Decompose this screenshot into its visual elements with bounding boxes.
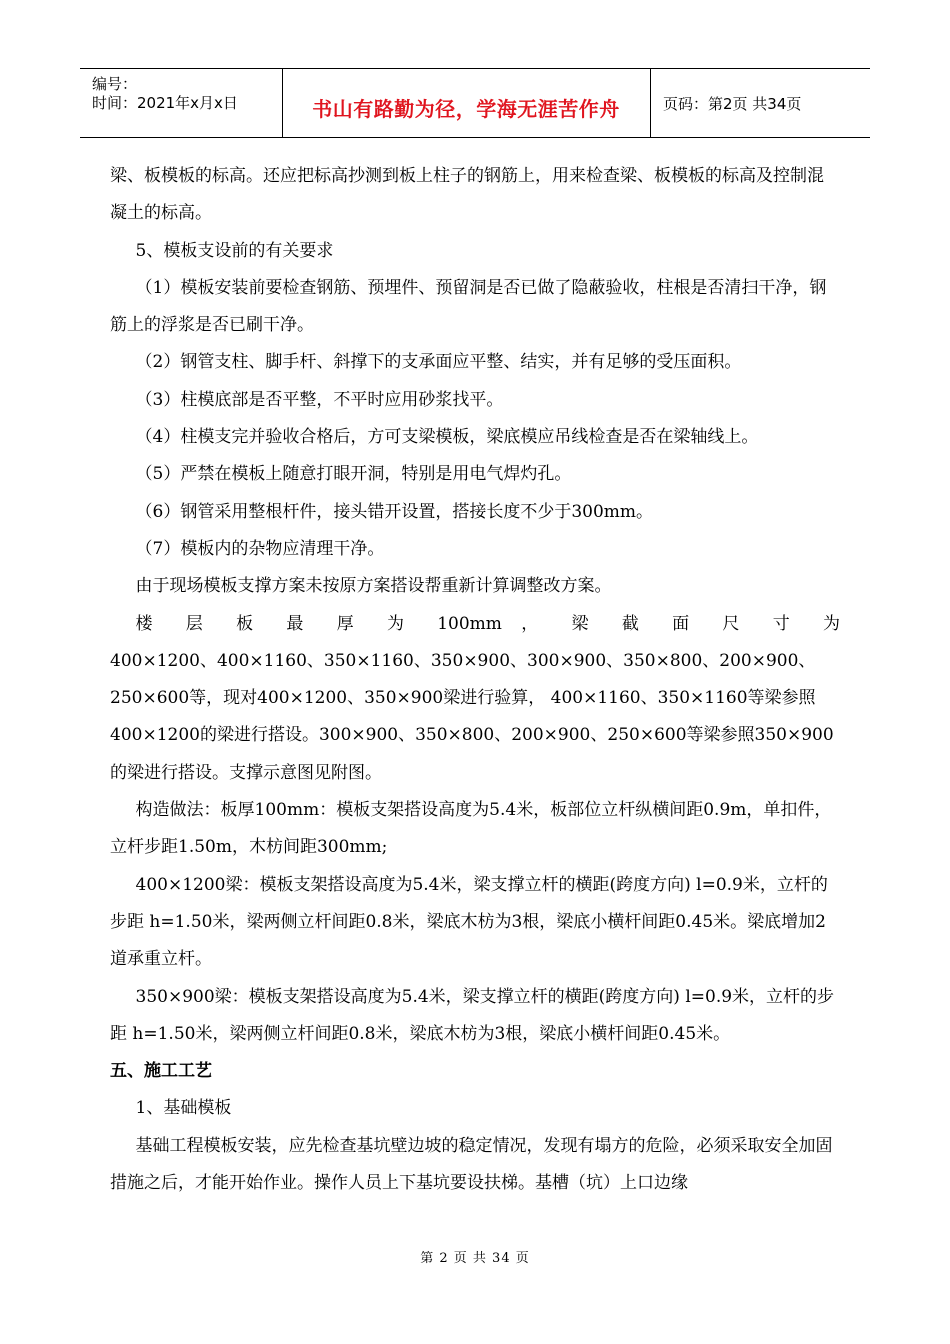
paragraph: 梁、板模板的标高。还应把标高抄测到板上柱子的钢筋上，用来检查梁、板模板的标高及控制混凝土的标高。 [110,166,824,224]
header-page-info: 页码：第2页 共34页 [663,95,802,113]
document-body [110,158,840,1202]
header-meta-cell [80,69,283,137]
paragraph: 400×1200、400×1160、350×1160、350×900、300×900、350×800、200×900、250×600等，现对400×1200、350×900梁进行验算， 400×1160、350×1160等梁参照400×1200的梁进行搭设。300×900、350×800、200×900、250×600等梁参照350×900的梁进行搭设。支撑示意图见附图。 [110,650,834,783]
paragraph: 构造做法：板厚100mm：模板支架搭设高度为5.4米，板部位立杆纵横间距0.9m，单扣件，立杆步距1.50m，木枋间距300mm; [110,800,832,858]
section-heading: 1、基础模板 [135,1098,232,1119]
section-heading: 5、模板支设前的有关要求 [135,240,334,261]
list-item: （7）模板内的杂物应清理干净。 [135,538,385,559]
document-date: 时间：2021年x月x日 [92,94,238,112]
list-item: （3）柱模底部是否平整，不平时应用砂浆找平。 [135,389,504,410]
list-item: （6）钢管采用整根杆件，接头错开设置，搭接长度不少于300mm。 [135,501,654,522]
header-motto-cell [282,69,651,137]
header-motto: 书山有路勤为径，学海无涯苦作舟 [312,97,620,121]
paragraph: 基础工程模板安装，应先检查基坑壁边坡的稳定情况，发现有塌方的危险，必须采取安全加固措施之后，才能开始作业。操作人员上下基坑要设扶梯。基槽（坑）上口边缘 [110,1135,833,1194]
paragraph: 350×900梁：模板支架搭设高度为5.4米，梁支撑立杆的横距(跨度方向) l=0.9米，立杆的步距 h=1.50米，梁两侧立杆间距0.8米，梁底木枋为3根，梁底小横杆间距0.45米。 [110,986,835,1044]
list-item: （4）柱模支完并验收合格后，方可支梁模板，梁底模应吊线检查是否在梁轴线上。 [135,427,759,448]
paragraph: 400×1200梁：模板支架搭设高度为5.4米，梁支撑立杆的横距(跨度方向) l=0.9米，立杆的步距 h=1.50米，梁两侧立杆间距0.8米，梁底木枋为3根，梁底小横杆间距0.45米。梁底增加2道承重立杆。 [110,874,828,970]
page-header [80,68,870,138]
page-footer: 第 2 页 共 34 页 [420,1251,530,1266]
document-number-label: 编号： [92,75,138,93]
list-item: （5）严禁在模板上随意打眼开洞，特别是用电气焊灼孔。 [135,464,572,485]
paragraph: 楼 层 板 最 厚 为 100mm ， 梁 截 面 尺 寸 为 [135,613,840,634]
list-item: （2）钢管支柱、脚手杆、斜撑下的支承面应平整、结实，并有足够的受压面积。 [135,352,742,373]
chapter-heading: 五、施工工艺 [110,1061,212,1082]
paragraph: 由于现场模板支撑方案未按原方案搭设帮重新计算调整改方案。 [135,576,612,597]
list-item: （1）模板安装前要检查钢筋、预埋件、预留洞是否已做了隐蔽验收，柱根是否清扫干净，钢筋上的浮浆是否已刷干净。 [110,277,827,336]
